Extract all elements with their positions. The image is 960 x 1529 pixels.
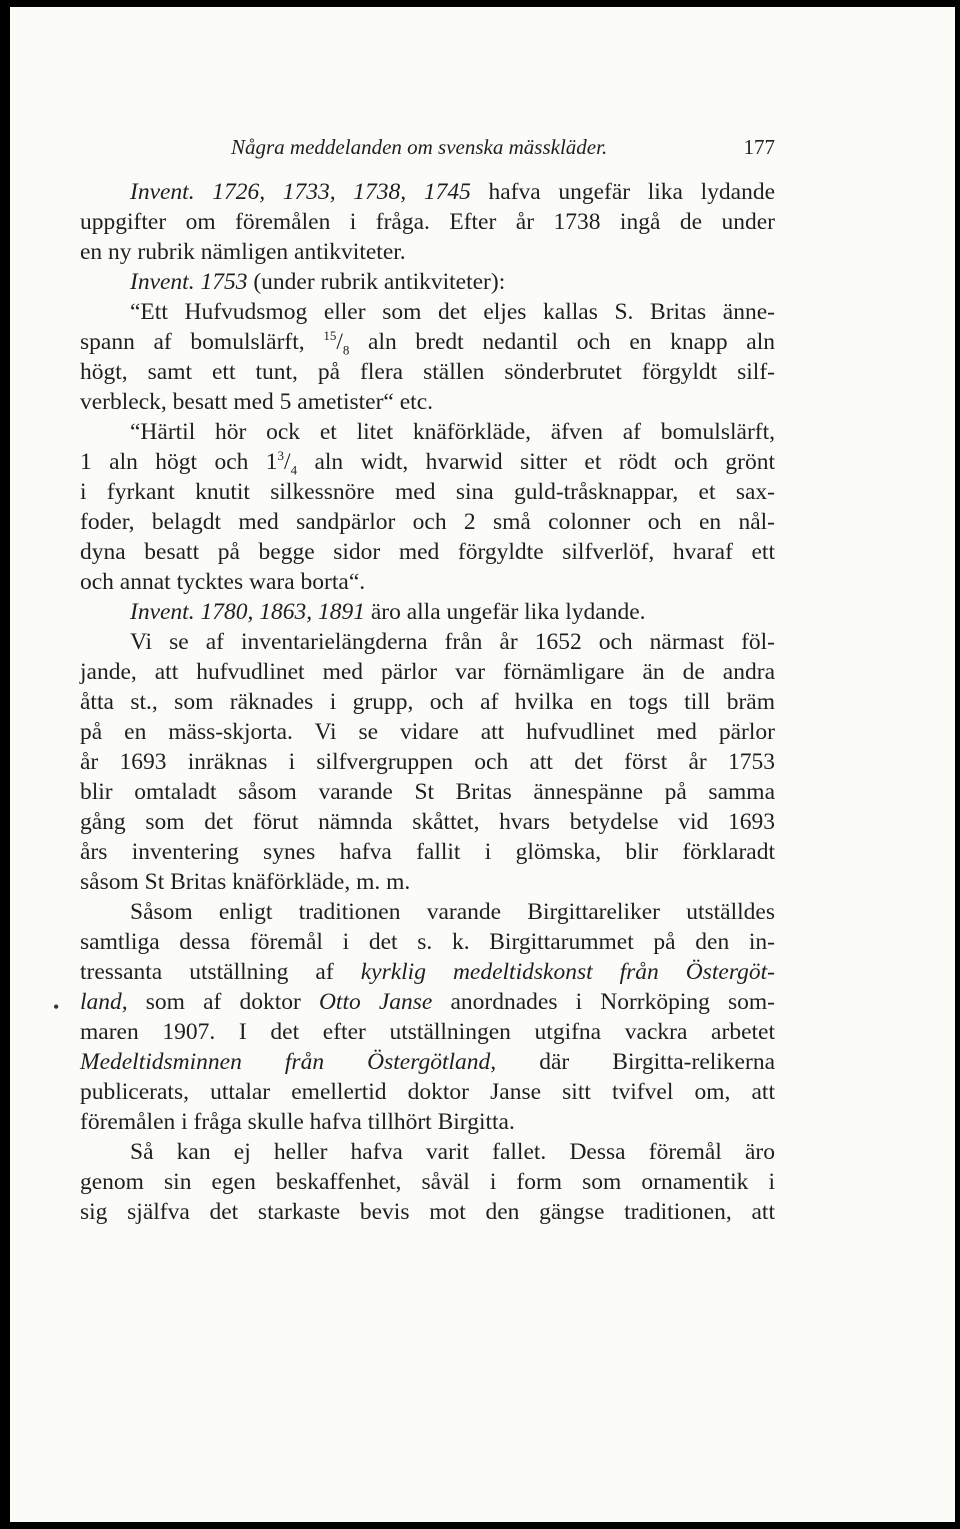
italic-text: land, xyxy=(80,989,128,1015)
text-line: i fyrkant knutit silkessnöre med sina guld-tråsknappar, et sax- xyxy=(80,479,775,505)
fraction-denominator: 4 xyxy=(290,462,298,478)
text-line: Såsom enligt traditionen varande Birgittareliker utställdes xyxy=(130,899,775,925)
text-line: års inventering synes hafva fallit i glömska, blir förklaradt xyxy=(80,839,775,865)
text-span: aln widt, hvarwid sitter et rödt och grönt xyxy=(314,449,775,475)
text-line: Så kan ej heller hafva varit fallet. Dessa föremål äro xyxy=(130,1139,775,1165)
text-line: uppgifter om föremålen i fråga. Efter år 1738 ingå de under xyxy=(80,209,775,235)
italic-text: Invent. 1780, 1863, 1891 xyxy=(130,599,365,625)
text-line xyxy=(80,957,775,987)
running-title: Några meddelanden om svenska mässkläder. xyxy=(231,135,608,159)
italic-text: Invent. xyxy=(130,179,195,205)
text-span: äro alla ungefär lika lydande. xyxy=(370,599,646,625)
text-line xyxy=(80,1047,775,1077)
fraction: $^3/_4$ xyxy=(277,448,298,478)
text-line: en ny rubrik nämligen antikviteter. xyxy=(80,239,406,265)
text-span: anordnades i Norrköping som- xyxy=(450,989,776,1015)
text-line: publicerats, uttalar emellertid doktor Janse sitt tvifvel om, att xyxy=(80,1079,775,1105)
book-page xyxy=(10,7,955,1522)
text-span: spann af bomulslärft, xyxy=(80,329,305,355)
italic-text: Invent. 1753 xyxy=(130,269,248,295)
text-line xyxy=(130,597,775,627)
text-line: verbleck, besatt med 5 ametister“ etc. xyxy=(80,389,433,415)
text-line: foder, belagdt med sandpärlor och 2 små colonner och en nål- xyxy=(80,509,775,535)
text-span: som af doktor xyxy=(145,989,301,1015)
text-span: 1 aln högt och 1 xyxy=(80,449,278,475)
fraction: $^{15}/_8$ xyxy=(323,328,350,358)
text-span: tressanta utställning af xyxy=(80,959,334,985)
fraction-numerator: 3 xyxy=(277,448,285,464)
fraction-numerator: 15 xyxy=(323,328,337,344)
margin-mark: • xyxy=(53,997,60,1017)
text-line xyxy=(80,327,775,357)
text-span: (under rubrik antikviteter): xyxy=(253,269,506,295)
text-span: aln bredt nedantil och en knapp aln xyxy=(368,329,775,355)
text-span: hafva ungefär lika lydande xyxy=(488,179,776,205)
text-line: dyna besatt på begge sidor med förgyldte silfverlöf, hvaraf ett xyxy=(80,539,775,565)
text-line xyxy=(130,267,775,297)
text-line: på en mäss-skjorta. Vi se vidare att hufvudlinet med pärlor xyxy=(80,719,775,745)
page-header xyxy=(231,135,775,165)
italic-text: kyrklig medeltidskonst från Östergöt- xyxy=(360,959,775,985)
text-line: jande, att hufvudlinet med pärlor var förnämligare än de andra xyxy=(80,659,775,685)
text-line: “Härtil hör ock et litet knäförkläde, äfven af bomulslärft, xyxy=(130,419,775,445)
text-line: samtliga dessa föremål i det s. k. Birgittarummet på den in- xyxy=(80,929,775,955)
text-line: blir omtaladt såsom varande St Britas ännespänne på samma xyxy=(80,779,775,805)
italic-text: Medeltidsminnen från Östergötland, xyxy=(80,1049,497,1075)
text-line: föremålen i fråga skulle hafva tillhört Birgitta. xyxy=(80,1109,515,1135)
text-line xyxy=(80,447,775,477)
text-line: och annat tycktes wara borta“. xyxy=(80,569,366,595)
fraction-denominator: 8 xyxy=(342,342,350,358)
page-number: 177 xyxy=(743,135,775,159)
text-line: Vi se af inventarielängderna från år 1652 och närmast föl- xyxy=(130,629,775,655)
text-line: gång som det förut nämnda skåttet, hvars betydelse vid 1693 xyxy=(80,809,775,835)
text-line: “Ett Hufvudsmog eller som det eljes kallas S. Britas änne- xyxy=(130,299,775,325)
italic-text: Otto Janse xyxy=(318,989,433,1015)
italic-text: 1726, 1733, 1738, 1745 xyxy=(212,179,471,205)
text-line xyxy=(130,177,775,207)
text-line: såsom St Britas knäförkläde, m. m. xyxy=(80,869,411,895)
text-line: genom sin egen beskaffenhet, såväl i form som ornamentik i xyxy=(80,1169,775,1195)
text-line: åtta st., som räknades i grupp, och af hvilka en togs till bräm xyxy=(80,689,775,715)
text-line: år 1693 inräknas i silfvergruppen och att det först år 1753 xyxy=(80,749,775,775)
text-line: maren 1907. I det efter utställningen utgifna vackra arbetet xyxy=(80,1019,775,1045)
text-span: där Birgitta-relikerna xyxy=(539,1049,775,1075)
text-line xyxy=(80,987,775,1017)
text-line: sig själfva det starkaste bevis mot den gängse traditionen, att xyxy=(80,1199,775,1225)
text-line: högt, samt ett tunt, på flera ställen sönderbrutet förgyldt silf- xyxy=(80,359,775,385)
